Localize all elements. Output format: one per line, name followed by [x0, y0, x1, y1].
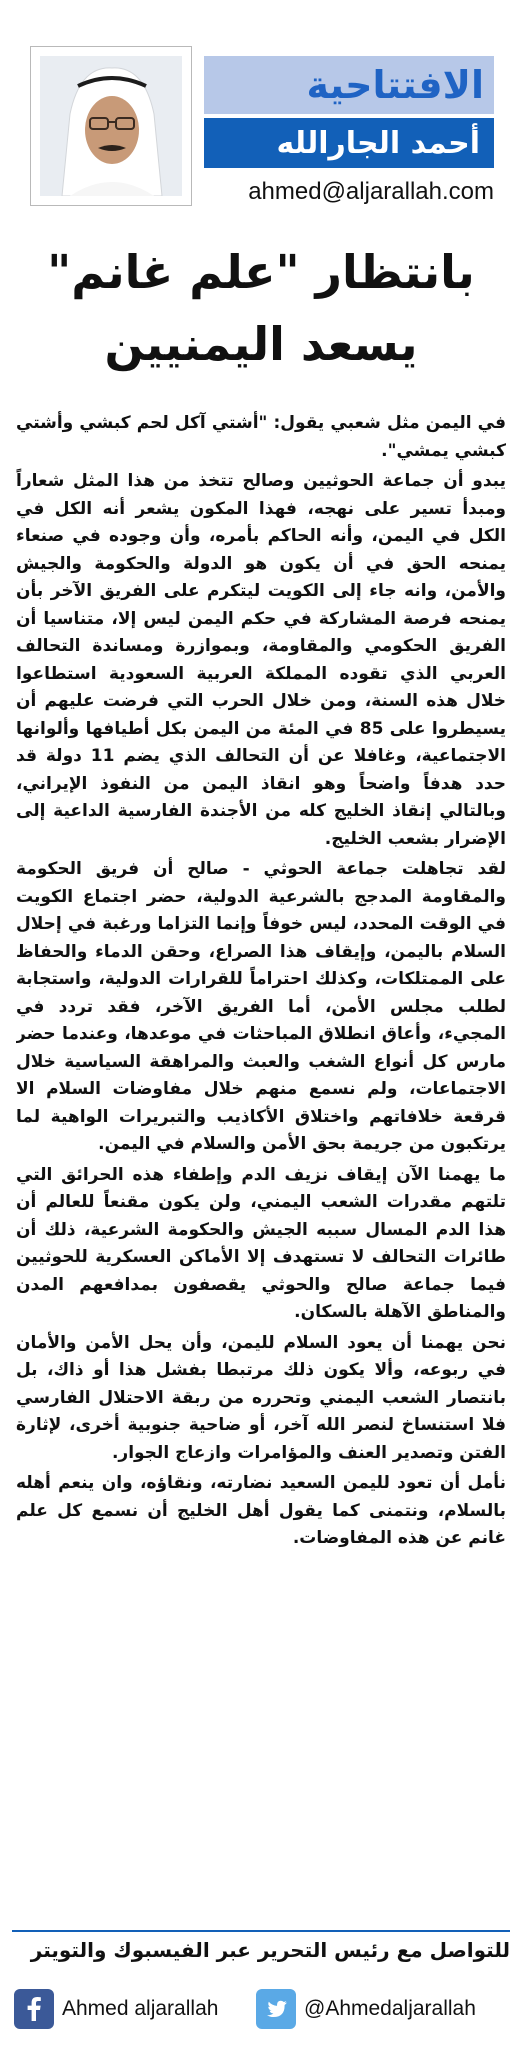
footer-divider: [12, 1930, 510, 1932]
section-title: الافتتاحية: [306, 63, 484, 107]
author-name: أحمد الجارالله: [276, 125, 480, 161]
twitter-handle: @Ahmedaljarallah: [304, 1997, 476, 2020]
author-name-band: [204, 118, 494, 168]
article-paragraph: لقد تجاهلت جماعة الحوثي - صالح أن فريق الحكومة والمقاومة المدجج بالشرعية الدولية، حضر اجتماع الكويت في الوقت المحدد، ليس خوفاً وإنما التزاما ورغبة في إحلال السلام باليمن، وإيقاف هذا الصراع، وحقن الدماء والحفاظ على الممتلكات، وكذلك احتراماً للقرارات الدولية، واستجابة لطلب مجلس الأمن، أما الفريق الآخر، فقد تردد في المجيء، وأعاق انطلاق المباحثات في موعدها، وعندما حضر مارس كل أنواع الشغب والعبث والمراهقة السياسية خلال الاجتماعات، ولم نسمع منهم خلال مفاوضات السلام الا قرقعة خلافاتهم واختلاق الأكاذيب والتبريرات الواهية لما يرتكبون من جريمة بحق الأمن والسلام في اليمن.: [16, 859, 506, 1154]
article-paragraph: نحن يهمنا أن يعود السلام لليمن، وأن يحل الأمن والأمان في ربوعه، وألا يكون ذلك مرتبطا بفشل هذا أو ذاك، بل بانتصار الشعب اليمني وتحرره من ربقة الاحتلال الفارسي فلا استنساخ لنصر الله آخر، أو ضاحية جنوبية أخرى، لإثارة الفتن وتصدير العنف والمؤامرات وازعاج الجوار.: [16, 1332, 506, 1463]
section-title-band: [204, 56, 494, 114]
author-email[interactable]: ahmed@aljarallah.com: [248, 178, 494, 205]
article-paragraph: يبدو أن جماعة الحوثيين وصالح تتخذ من هذا المثل شعاراً ومبدأ تسير على نهجه، فهذا المكون يشعر أنه الكل في الكل في اليمن، وأنه الحاكم بأمره، وأن وجوده في صنعاء يمنحه الحق في أن يكون هو الدولة والحكومة والجيش والأمن، وانه جاء إلى الكويت ليتكرم على الفريق الآخر بأن يمنحه فرصة المشاركة في حكم اليمن ليس إلا، متناسيا أن الفريق الحكومي والمقاومة، وبموازرة ومساندة التحالف العربي الذي تقوده المملكة العربية السعودية استطاعوا خلال هذه السنة، ومن خلال الحرب التي فرضت عليهم أن يسيطروا على 85 في المئة من اليمن بكل أطيافها وألوانها الاجتماعية، وغافلا عن أن التحالف الذي يضم 11 دولة قد حدد هدفاً واضحاً وهو انقاذ اليمن من النفوذ الإيراني، وبالتالي إنقاذ الخليج كله من الأجندة الفارسية الداعية إلى الإضرار بشعب الخليج.: [16, 471, 506, 849]
twitter-icon: [256, 1989, 296, 2029]
article-body: [16, 410, 506, 1998]
facebook-link[interactable]: [14, 1986, 244, 2032]
article-paragraph: ما يهمنا الآن إيقاف نزيف الدم وإطفاء هذه الحرائق التي تلتهم مقدرات الشعب اليمني، ولن يكون مقنعاً للعالم أن هذا الدم المسال سببه الجيش والحكومة الشرعية، ذلك أن طائرات التحالف لا تستهدف إلا الأماكن العسكرية للحوثيين فيما جماعة صالح والحوثي يقصفون بمدافعهم المدن والمناطق الآهلة بالسكان.: [16, 1164, 506, 1322]
twitter-link[interactable]: [256, 1986, 512, 2032]
article-headline: [20, 236, 502, 380]
headline-line-1: بانتظار "علم غانم": [47, 245, 475, 299]
article-paragraph: نأمل أن تعود لليمن السعيد نضارته، ونقاؤه، وان ينعم أهله بالسلام، ونتمنى كما يقول أهل الخليج أن نسمع كل علم غانم عن هذه المفاوضات.: [16, 1473, 506, 1548]
facebook-icon: [14, 1989, 54, 2029]
article-paragraph: في اليمن مثل شعبي يقول: "أشتي آكل لحم كبشي وأشتي كبشي يمشي".: [16, 413, 506, 461]
headline-line-2: يسعد اليمنيين: [104, 317, 418, 371]
facebook-handle: Ahmed aljarallah: [62, 1997, 219, 2020]
author-photo: [40, 56, 182, 196]
author-portrait-image: [40, 56, 182, 196]
author-photo-frame: [30, 46, 192, 206]
footer-contact-text: للتواصل مع رئيس التحرير عبر الفيسبوك والتويتر: [30, 1938, 510, 1962]
column-header: [0, 0, 522, 218]
